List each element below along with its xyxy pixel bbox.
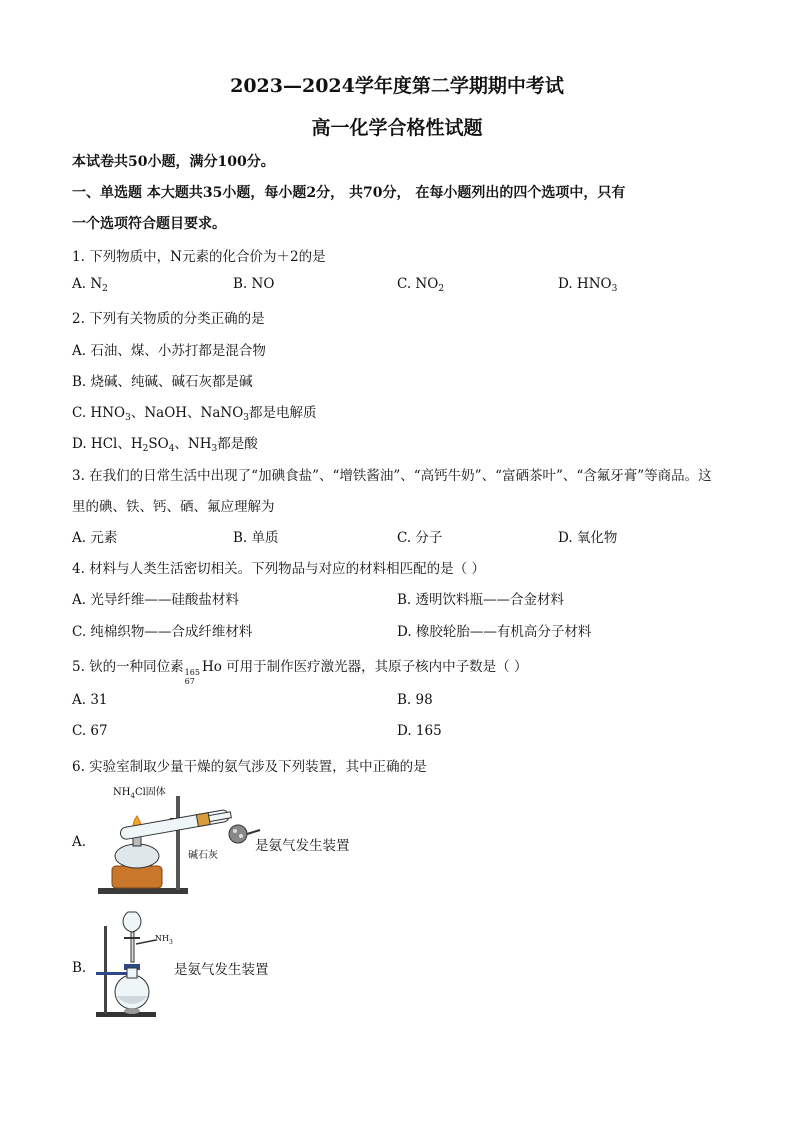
question-5-option-a: A. 31	[72, 692, 108, 708]
stem-text: 可用于制作医疗激光器，其原子核内中子数是（ ）	[226, 659, 528, 675]
subscript: 2	[142, 444, 149, 454]
subscript: 3	[125, 413, 131, 423]
section-heading-line2: 一个选项符合题目要求。	[72, 216, 226, 232]
stem-text: 5. 钬的一种同位素	[72, 659, 184, 675]
figure-a-label-soda-lime: 碱石灰	[188, 850, 218, 861]
subscript: 4	[130, 792, 135, 800]
heat-source	[124, 1008, 140, 1014]
subscript: 3	[168, 939, 173, 946]
label-text: NH	[113, 787, 131, 798]
soda-lime-granule	[233, 829, 237, 833]
question-3-option-a: A. 元素	[72, 530, 118, 546]
question-4-option-d: D. 橡胶轮胎——有机高分子材料	[397, 624, 592, 640]
question-3-stem-line2: 里的碘、铁、钙、硒、氟应理解为	[72, 499, 275, 515]
question-2-option-d	[72, 432, 258, 454]
mass-number: 165	[184, 668, 200, 677]
question-4-option-b: B. 透明饮料瓶——合金材料	[397, 592, 565, 608]
question-2-stem: 2. 下列有关物质的分类正确的是	[72, 311, 265, 327]
question-3-option-b: B. 单质	[233, 530, 279, 546]
question-3-stem-line1: 3. 在我们的日常生活中出现了“加碘食盐”、“增铁酱油”、“高钙牛奶”、“富硒茶叶”、“含氟牙膏”等商品。这	[72, 468, 712, 484]
question-4-option-a: A. 光导纤维——硅酸盐材料	[72, 592, 239, 608]
question-3-option-c: C. 分子	[397, 530, 443, 546]
funnel-stem	[131, 932, 134, 962]
drying-tube-bulb	[229, 825, 247, 843]
option-text: D. HNO	[558, 276, 612, 292]
option-text: A. N	[72, 276, 103, 292]
question-5-option-d: D. 165	[397, 723, 442, 739]
stand-base	[98, 888, 188, 894]
question-1-option-b: B. NO	[233, 276, 275, 292]
question-1-option-c	[397, 276, 444, 294]
question-3-option-d: D. 氧化物	[558, 530, 618, 546]
option-text: 、NH	[174, 436, 212, 452]
subscript: 3	[243, 413, 250, 423]
label-text: Cl固体	[134, 787, 166, 798]
question-5-option-b: B. 98	[397, 692, 433, 708]
wooden-block	[112, 866, 162, 888]
subscript: 2	[438, 284, 445, 294]
question-6-stem: 6. 实验室制取少量干燥的氨气涉及下列装置，其中正确的是	[72, 759, 427, 775]
soda-lime-granule	[239, 834, 243, 838]
outlet-tube	[136, 940, 156, 944]
stand-rod	[104, 926, 107, 1014]
label-text: NH	[155, 934, 169, 943]
option-text: D. HCl、H	[72, 436, 143, 452]
stand-rod	[176, 796, 180, 890]
question-5-stem	[72, 655, 527, 686]
question-6-option-a-text: 是氨气发生装置	[255, 838, 350, 854]
option-text: 、NaOH、NaNO	[130, 405, 244, 421]
option-text: C. HNO	[72, 405, 126, 421]
exam-intro: 本试卷共50小题，满分100分。	[72, 154, 275, 170]
exam-title: 2023—2024学年度第二学期期中考试	[230, 75, 564, 97]
section-heading-line1: 一、单选题 本大题共35小题，每小题2分， 共70分， 在每小题列出的四个选项中，只有	[72, 185, 626, 201]
figure-b-apparatus	[92, 908, 172, 1020]
option-text: C. NO	[397, 276, 439, 292]
question-6-option-b-label: B.	[72, 960, 87, 976]
question-6-option-b-text: 是氨气发生装置	[174, 962, 269, 978]
element-symbol: Ho	[201, 659, 222, 675]
dropping-funnel	[123, 912, 141, 932]
atomic-number: 67	[184, 677, 195, 686]
question-2-option-b: B. 烧碱、纯碱、碱石灰都是碱	[72, 374, 253, 390]
question-2-option-c	[72, 401, 317, 423]
question-4-option-c: C. 纯棉织物——合成纤维材料	[72, 624, 253, 640]
question-1-option-d	[558, 276, 617, 294]
isotope-notation	[185, 668, 200, 686]
subscript: 2	[102, 284, 108, 294]
question-4-stem: 4. 材料与人类生活密切相关。下列物品与对应的材料相匹配的是（ ）	[72, 561, 485, 577]
subscript: 4	[168, 444, 175, 454]
option-text: SO	[148, 436, 169, 452]
question-1-stem: 1. 下列物质中，N元素的化合价为＋2的是	[72, 249, 326, 265]
option-text: 都是电解质	[249, 405, 317, 421]
subscript: 3	[611, 284, 618, 294]
subscript: 3	[211, 444, 218, 454]
exam-subtitle: 高一化学合格性试题	[311, 117, 483, 139]
alcohol-lamp	[115, 844, 159, 868]
question-2-option-a: A. 石油、煤、小苏打都是混合物	[72, 343, 266, 359]
option-text: 都是酸	[217, 436, 258, 452]
figure-a-apparatus	[90, 790, 270, 900]
question-6-option-a-label: A.	[72, 834, 87, 850]
question-1-option-a	[72, 276, 108, 294]
question-5-option-c: C. 67	[72, 723, 108, 739]
flask-neck	[127, 968, 137, 978]
